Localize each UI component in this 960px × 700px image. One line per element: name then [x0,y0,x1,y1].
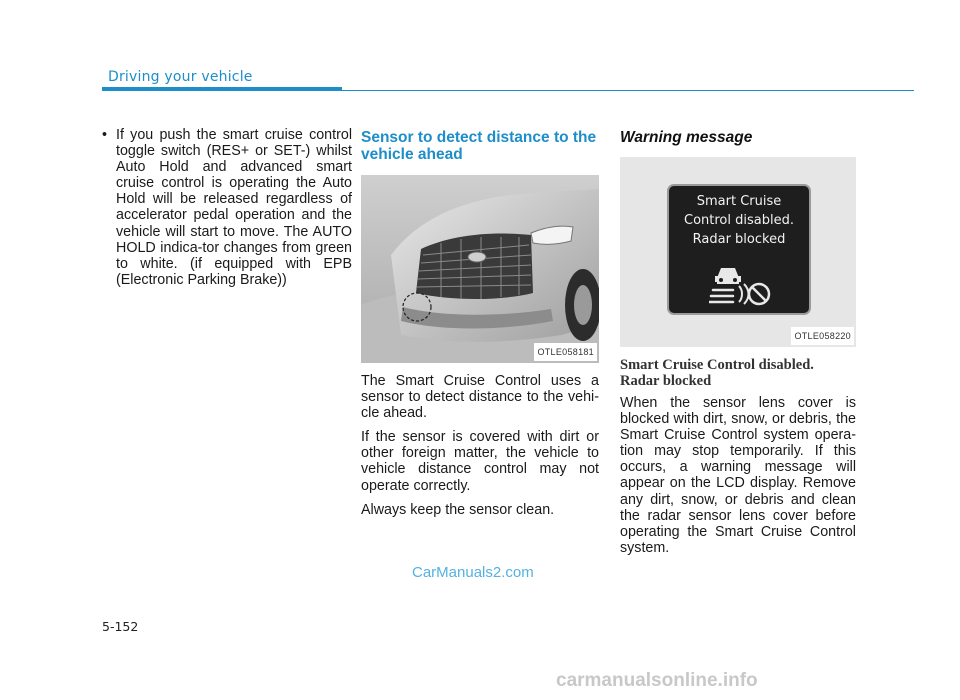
lcd-line-1: Smart Cruise [696,194,782,209]
sensor-section-heading: Sensor to detect distance to the vehicle ahead [361,129,597,163]
image-code-label: OTLE058220 [791,327,854,345]
sensor-paragraph-1: The Smart Cruise Control uses a sensor to detect distance to the vehi-cle ahead. [361,373,599,422]
lcd-display [667,184,811,315]
radar-blocked-icon [709,258,773,306]
footer-watermark: carmanualsonline.info [556,670,758,691]
sensor-paragraph-2: If the sensor is covered with dirt or other foreign matter, the vehicle to vehicle distance control may not operate correctly. [361,429,599,494]
bullet-item [102,127,352,288]
header-divider-line [342,90,914,92]
header-accent-bar [102,87,342,91]
warning-paragraph: When the sensor lens cover is blocked with dirt, snow, or debris, the Smart Cruise Control system opera-tion may stop temporarily. If this occurs, a warning message will appear on the LCD display. Remove any dirt, snow, or debris and clean the radar sensor lens cover before operating the Smart Cruise Control system. [620,395,856,556]
bullet-text: If you push the smart cruise control toggle switch (RES+ or SET-) whilst Auto Hold and advanced smart cruise control is operating the Auto Hold will be released regardless of accelerator pedal operation and the vehicle will start to move. The AUTO HOLD indica-tor changes from green to white. (if equipped with EPB (Electronic Parking Brake)) [116,127,352,288]
bullet-dot-icon: • [102,127,108,143]
carmanuals-watermark: CarManuals2.com [412,564,534,581]
warning-display-figure [620,157,856,347]
warning-message-heading: Warning message [620,129,753,146]
lcd-line-3: Radar blocked [692,232,786,247]
vehicle-front-illustration [361,175,599,363]
column-2 [361,127,599,526]
column-3 [620,127,856,564]
vehicle-front-photo [361,175,599,363]
page-number: 5-152 [102,619,139,634]
column-1 [102,127,352,288]
sensor-paragraph-3: Always keep the sensor clean. [361,501,555,518]
warning-subheading: Smart Cruise Control disabled. Radar blocked [620,357,814,389]
lcd-line-2: Control disabled. [684,213,794,228]
image-code-label: OTLE058181 [534,343,597,361]
section-header-title: Driving your vehicle [108,69,253,85]
